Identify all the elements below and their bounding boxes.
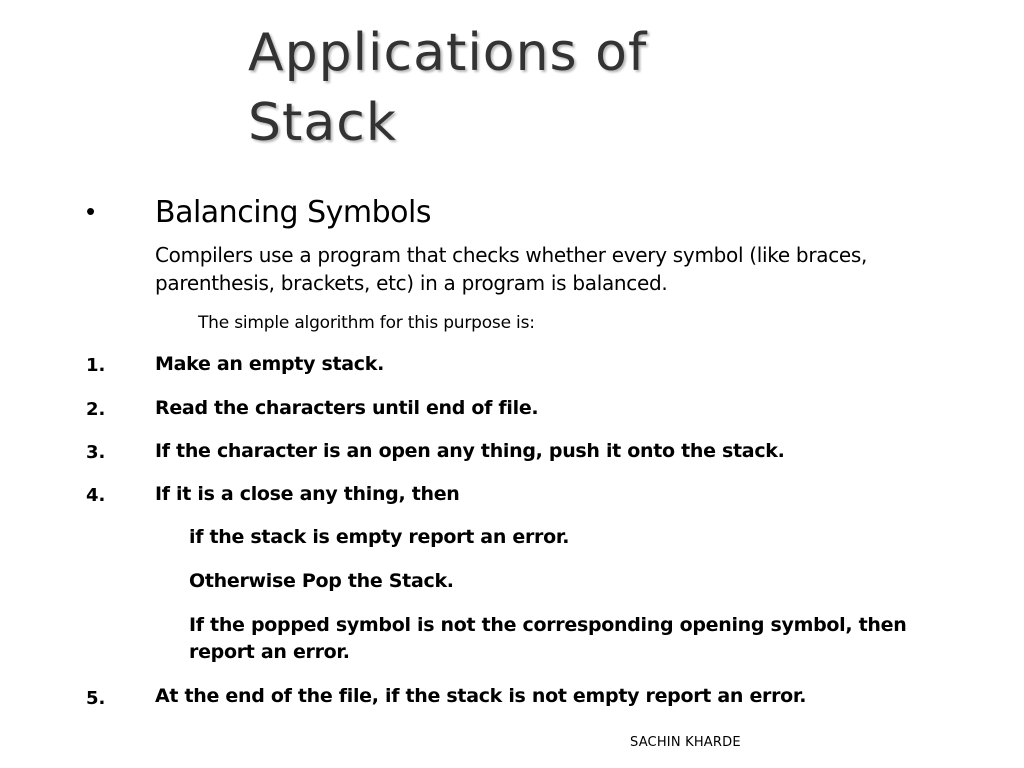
step-text: If the character is an open any thing, push it onto the stack. xyxy=(155,440,785,462)
substep-text: If the popped symbol is not the corresponding opening symbol, then report an error. xyxy=(189,614,907,663)
step-text: Read the characters until end of file. xyxy=(155,397,539,419)
slide-title-line-2: Stack xyxy=(248,93,397,153)
step-number: 2. xyxy=(86,399,106,420)
slide-title-line-1: Applications of xyxy=(248,23,648,83)
step-number: 5. xyxy=(86,688,106,709)
step-text: Make an empty stack. xyxy=(155,353,385,375)
section-description: Compilers use a program that checks whether every symbol (like braces, parenthesis, brackets, etc) in a program is balanced. xyxy=(155,243,868,295)
section-heading: Balancing Symbols xyxy=(155,195,432,230)
slide-title xyxy=(248,18,808,158)
author-footer: SACHIN KHARDE xyxy=(630,735,741,750)
step-number: 3. xyxy=(86,442,106,463)
step-text: If it is a close any thing, then xyxy=(155,483,460,505)
algorithm-intro: The simple algorithm for this purpose is: xyxy=(198,313,535,333)
step-number: 4. xyxy=(86,485,106,506)
substep-text: if the stack is empty report an error. xyxy=(189,526,570,548)
substep-text: Otherwise Pop the Stack. xyxy=(189,570,454,592)
step-number: 1. xyxy=(86,355,106,376)
bullet-icon: • xyxy=(86,196,96,226)
step-text: At the end of the file, if the stack is not empty report an error. xyxy=(155,685,807,707)
